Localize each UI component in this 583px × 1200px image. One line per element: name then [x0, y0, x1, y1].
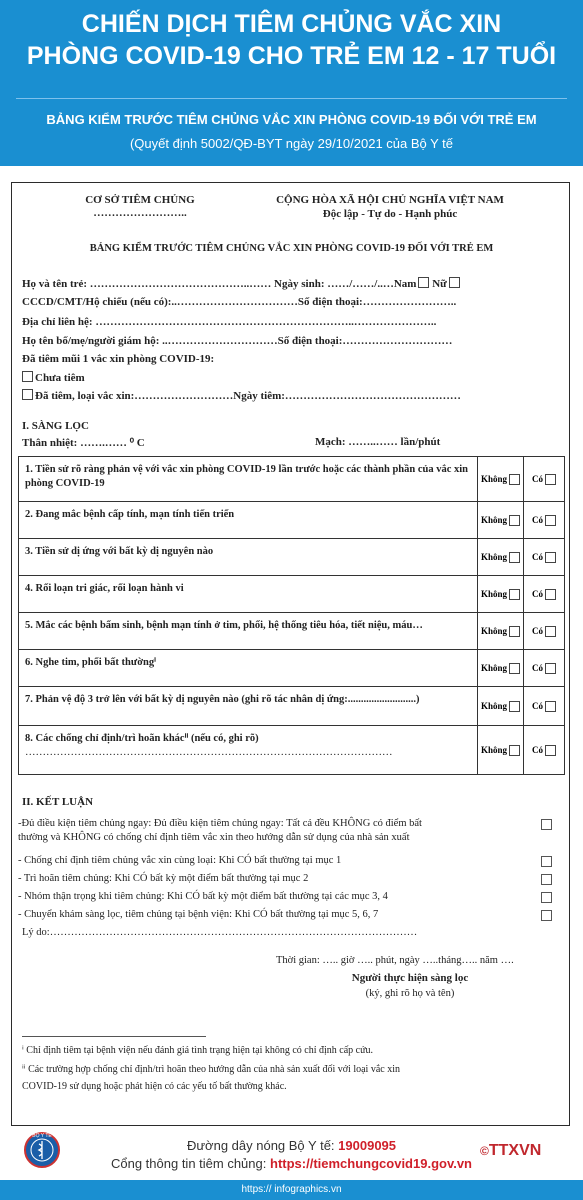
yes-checkbox[interactable]	[545, 589, 556, 600]
reason-line: Lý do:……………………………………………………………………………………………	[22, 927, 418, 938]
header-banner	[0, 0, 583, 188]
no-checkbox[interactable]	[509, 474, 520, 485]
question-7: 7. Phản vệ độ 3 trở lên với bất kỳ dị nguyên nào (ghi rõ tác nhân dị ứng:..........................)	[25, 694, 420, 705]
vaccinated-label: Đã tiêm, loại vắc xin:………………………Ngày tiêm:…………………………………………	[35, 390, 461, 402]
footnote-rule	[22, 1036, 206, 1037]
conclusion-4-text: - Nhóm thận trọng khi tiêm chủng: Khi CÓ bất kỳ một điểm bất thường tại các mục 3, 4	[18, 891, 388, 902]
portal-url[interactable]: https://tiemchungcovid19.gov.vn	[270, 1156, 473, 1171]
conclusion-3-checkbox[interactable]	[541, 874, 552, 885]
no-option	[477, 539, 523, 575]
table-row	[19, 539, 564, 576]
conclusion-2-checkbox[interactable]	[541, 856, 552, 867]
no-label: Không	[480, 515, 507, 525]
male-checkbox[interactable]	[418, 277, 429, 288]
copyright-icon: ©	[480, 1144, 489, 1158]
no-option	[477, 613, 523, 649]
yes-checkbox[interactable]	[545, 745, 556, 756]
conclusion-5-text: - Chuyển khám sàng lọc, tiêm chủng tại bệnh viện: Khi CÓ bất thường tại mục 5, 6, 7	[18, 909, 379, 920]
yes-option	[523, 457, 564, 501]
question-6: 6. Nghe tim, phổi bất thườngⁱ	[25, 657, 156, 668]
yes-label: Có	[532, 515, 543, 525]
ministry-logo-text: BỘ Y TẾ	[32, 1133, 52, 1139]
no-checkbox[interactable]	[509, 663, 520, 674]
question-2: 2. Đang mắc bệnh cấp tính, mạn tính tiến triển	[25, 509, 235, 520]
id-line: CCCD/CMT/Hộ chiếu (nếu có):..……………………………Số điện thoại:……………………..	[22, 296, 457, 308]
table-row	[19, 576, 564, 613]
no-checkbox[interactable]	[509, 745, 520, 756]
not-vaccinated-option	[22, 371, 85, 384]
yes-option	[523, 539, 564, 575]
no-option	[477, 576, 523, 612]
no-label: Không	[480, 474, 507, 484]
screener-label: Người thực hiện sàng lọc	[351, 972, 469, 984]
ttxvn-logo-text: TTXVN	[488, 1142, 542, 1159]
footnote-2-line2: COVID-19 sử dụng hoặc phát hiện có các yếu tố bất thường khác.	[22, 1081, 287, 1092]
hotline-number: 19009095	[338, 1138, 397, 1153]
question-8	[19, 726, 477, 774]
yes-checkbox[interactable]	[545, 474, 556, 485]
yes-label: Có	[532, 745, 543, 755]
yes-option	[523, 726, 564, 774]
form-title: BẢNG KIỂM TRƯỚC TIÊM CHỦNG VẮC XIN PHÒNG COVID-19 ĐỐI VỚI TRẺ EM	[89, 243, 494, 254]
not-vaccinated-label: Chưa tiêm	[35, 372, 85, 384]
pulse-line: Mạch: ……..…… lần/phút	[315, 436, 441, 448]
vaccinated-checkbox[interactable]	[22, 389, 33, 400]
footnote-2-line1: ⁱⁱ Các trường hợp chống chỉ định/trì hoãn theo hướng dẫn của nhà sản xuất đối với loại vắc xin	[22, 1064, 400, 1075]
table-row	[19, 650, 564, 687]
footnote-1: ⁱ Chỉ định tiêm tại bệnh viện nếu đánh giá tình trạng hiện tại không có chỉ định cấp cứu.	[22, 1045, 374, 1056]
female-checkbox[interactable]	[449, 277, 460, 288]
no-checkbox[interactable]	[509, 515, 520, 526]
female-label: Nữ	[432, 278, 447, 290]
no-label: Không	[480, 552, 507, 562]
signature-note: (ký, ghi rõ họ và tên)	[365, 988, 455, 999]
banner-title-line2: PHÒNG COVID-19 CHO TRẺ EM 12 - 17 TUỔI	[26, 42, 557, 70]
no-checkbox[interactable]	[509, 701, 520, 712]
yes-label: Có	[532, 663, 543, 673]
no-option	[477, 457, 523, 501]
conclusion-1-line1: -Đủ điều kiện tiêm chủng ngay: Đủ điều kiện tiêm chủng ngay: Tất cả đều KHÔNG có điểm bất	[18, 818, 422, 829]
child-name-line	[22, 277, 460, 290]
conclusion-4-checkbox[interactable]	[541, 892, 552, 903]
yes-checkbox[interactable]	[545, 663, 556, 674]
no-label: Không	[480, 589, 507, 599]
hotline-label: Đường dây nóng Bộ Y tế:	[186, 1138, 335, 1153]
question-5: 5. Mắc các bệnh bẩm sinh, bệnh mạn tính ở tim, phổi, hệ thống tiêu hóa, tiết niệu, máu…	[25, 620, 423, 631]
conclusion-3-text: - Trì hoãn tiêm chủng: Khi CÓ bất kỳ một điểm bất thường tại mục 2	[18, 873, 309, 884]
question-8-dots: ……………………………………………………………………………………………	[25, 747, 393, 758]
not-vaccinated-checkbox[interactable]	[22, 371, 33, 382]
banner-subtitle: BẢNG KIỂM TRƯỚC TIÊM CHỦNG VẮC XIN PHÒNG COVID-19 ĐỐI VỚI TRẺ EM	[46, 112, 537, 127]
portal-label: Cổng thông tin tiêm chủng:	[110, 1156, 267, 1171]
yes-option	[523, 613, 564, 649]
conclusion-item-3	[18, 872, 552, 886]
yes-label: Có	[532, 474, 543, 484]
no-label: Không	[480, 663, 507, 673]
conclusion-2-text: - Chống chỉ định tiêm chủng vắc xin cùng loại: Khi CÓ bất thường tại mục 1	[18, 855, 342, 866]
vaccinated-option	[22, 389, 461, 402]
yes-label: Có	[532, 626, 543, 636]
child-name-text: Họ và tên trẻ: ……………………………………..…… Ngày sinh: ……/……/..…Nam	[22, 278, 417, 290]
conclusion-item-4	[18, 890, 552, 904]
question-4: 4. Rối loạn tri giác, rối loạn hành vi	[25, 583, 184, 594]
banner-divider	[16, 98, 567, 99]
conclusion-1-line2: thường và KHÔNG có chống chỉ định tiêm vắc xin theo hướng dẫn sử dụng của nhà sản xuất	[18, 832, 410, 843]
site-url-bar[interactable]: https:// infographics.vn	[0, 1180, 583, 1200]
conclusion-item-2	[18, 854, 552, 868]
dose1-line: Đã tiêm mũi 1 vắc xin phòng COVID-19:	[22, 353, 215, 365]
ttxvn-logo	[480, 1142, 541, 1160]
table-row	[19, 726, 564, 774]
yes-checkbox[interactable]	[545, 515, 556, 526]
no-option	[477, 502, 523, 538]
question-8-text: 8. Các chống chỉ định/trì hoãn khácⁱⁱ (nếu có, ghi rõ)	[25, 733, 259, 744]
yes-checkbox[interactable]	[545, 701, 556, 712]
banner-title-line1: CHIẾN DỊCH TIÊM CHỦNG VẮC XIN	[81, 10, 502, 38]
no-option	[477, 726, 523, 774]
section-screening-heading: I. SÀNG LỌC	[22, 420, 89, 432]
question-1: 1. Tiền sử rõ ràng phản vệ với vắc xin phòng COVID-19 lần trước hoặc các thành phần của vắc xin phòng COVID-19	[25, 464, 469, 489]
banner-title	[0, 8, 583, 72]
yes-option	[523, 650, 564, 686]
form-paper	[0, 166, 583, 1144]
republic-title: CỘNG HÒA XÃ HỘI CHỦ NGHĨA VIỆT NAM	[276, 194, 504, 206]
no-checkbox[interactable]	[509, 626, 520, 637]
table-row	[19, 613, 564, 650]
yes-option	[523, 576, 564, 612]
table-row	[19, 502, 564, 539]
no-checkbox[interactable]	[509, 589, 520, 600]
facility-dots: ……………………..	[93, 207, 187, 219]
yes-checkbox[interactable]	[545, 626, 556, 637]
no-label: Không	[480, 701, 507, 711]
conclusion-1-checkbox[interactable]	[541, 819, 552, 830]
temperature-line: Thân nhiệt: …….…… ⁰ C	[22, 437, 145, 449]
yes-label: Có	[532, 589, 543, 599]
no-label: Không	[480, 745, 507, 755]
yes-checkbox[interactable]	[545, 552, 556, 563]
table-row	[19, 687, 564, 726]
address-line: Địa chỉ liên hệ: ……………………………………………………………..…………………..	[22, 316, 437, 328]
banner-decision: (Quyết định 5002/QĐ-BYT ngày 29/10/2021 của Bộ Y tế	[129, 136, 454, 151]
question-3: 3. Tiền sử dị ứng với bất kỳ dị nguyên nào	[25, 546, 214, 557]
facility-label: CƠ SỞ TIÊM CHỦNG	[85, 194, 195, 206]
conclusion-5-checkbox[interactable]	[541, 910, 552, 921]
yes-option	[523, 502, 564, 538]
no-option	[477, 687, 523, 725]
section-conclusion-heading: II. KẾT LUẬN	[22, 796, 94, 808]
guardian-line: Họ tên bố/mẹ/người giám hộ: ..…………………………Số điện thoại:…………………………	[22, 335, 453, 347]
no-checkbox[interactable]	[509, 552, 520, 563]
table-row	[19, 457, 564, 502]
no-label: Không	[480, 626, 507, 636]
no-option	[477, 650, 523, 686]
yes-label: Có	[532, 552, 543, 562]
motto: Độc lập - Tự do - Hạnh phúc	[322, 208, 458, 220]
yes-option	[523, 687, 564, 725]
conclusion-item-5	[18, 908, 552, 922]
yes-label: Có	[532, 701, 543, 711]
time-line: Thời gian: ….. giờ ….. phút, ngày …..tháng….. năm ….	[276, 955, 514, 966]
conclusion-item-1	[18, 817, 552, 845]
screening-table	[18, 456, 565, 775]
